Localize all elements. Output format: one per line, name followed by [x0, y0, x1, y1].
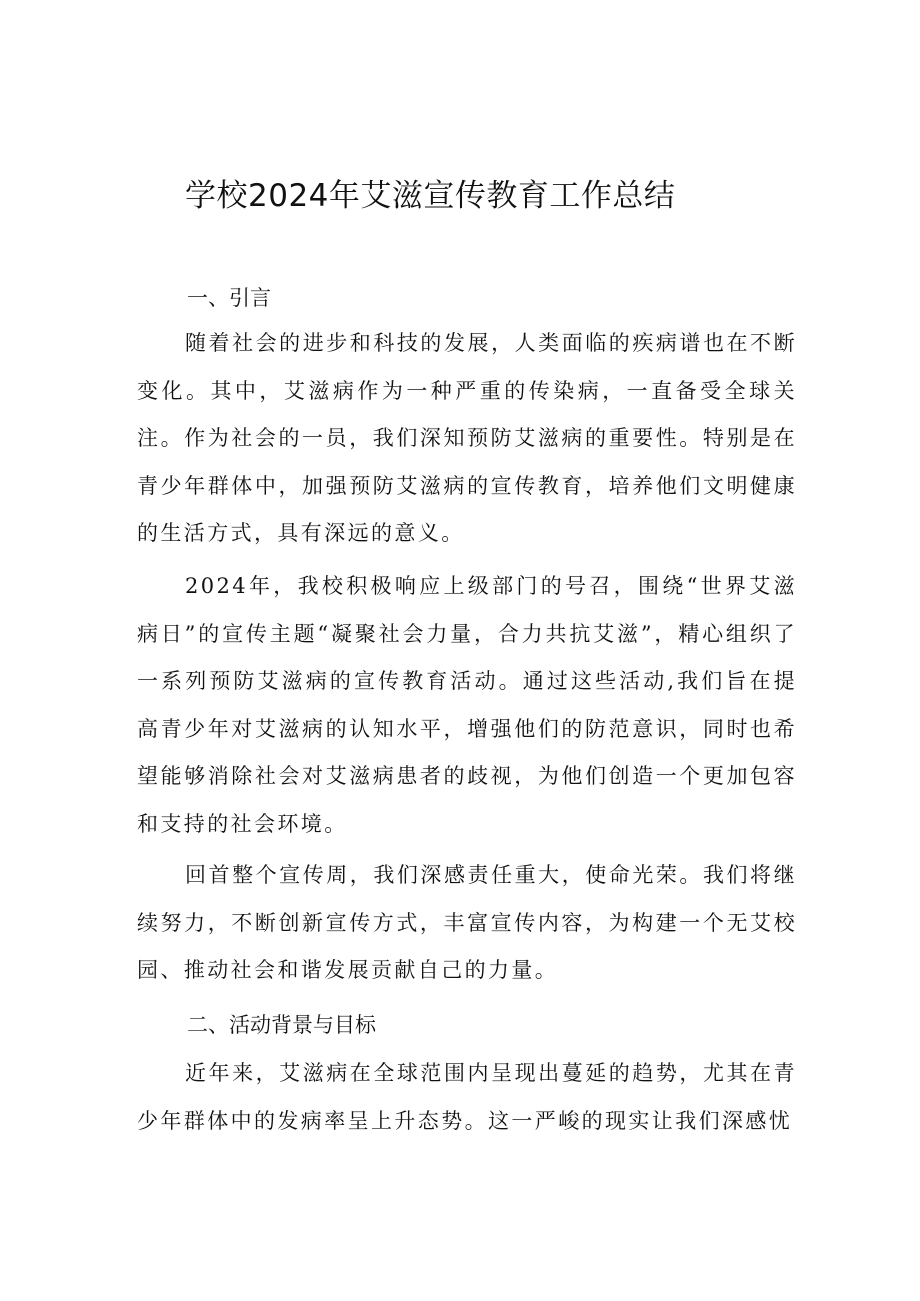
paragraph: 近年来，艾滋病在全球范围内呈现出蔓延的趋势，尤其在青少年群体中的发病率呈上升态势。这一严峻的现实让我们深感忧	[137, 1061, 797, 1133]
section-heading-background-goals: 二、活动背景与目标	[187, 1013, 376, 1037]
paragraph: 回首整个宣传周，我们深感责任重大，使命光荣。我们将继续努力，不断创新宣传方式，丰富宣传内容，为构建一个无艾校园、推动社会和谐发展贡献自己的力量。	[137, 863, 797, 982]
paragraph: 随着社会的进步和科技的发展，人类面临的疾病谱也在不断变化。其中，艾滋病作为一种严重的传染病，一直备受全球关注。作为社会的一员，我们深知预防艾滋病的重要性。特别是在青少年群体中，加强预防艾滋病的宣传教育，培养他们文明健康的生活方式，具有深远的意义。	[137, 331, 797, 545]
section-heading-introduction: 一、引言	[187, 286, 271, 310]
document-title: 学校2024年艾滋宣传教育工作总结	[185, 178, 676, 214]
paragraph: 2024年，我校积极响应上级部门的号召，围绕“世界艾滋病日”的宣传主题“凝聚社会力量，合力共抗艾滋”，精心组织了一系列预防艾滋病的宣传教育活动。通过这些活动,我们旨在提高青少年对艾滋病的认知水平，增强他们的防范意识，同时也希望能够消除社会对艾滋病患者的歧视，为他们创造一个更加包容和支持的社会环境。	[137, 574, 797, 836]
